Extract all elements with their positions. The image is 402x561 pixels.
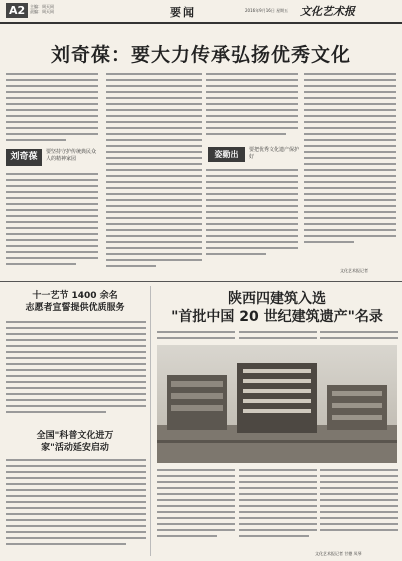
lead-credit: 文化艺术报记者 (340, 268, 368, 273)
text-lines-graphic (6, 320, 146, 424)
lead-body-col2 (106, 72, 202, 272)
main-body-intro-3 (320, 330, 398, 344)
issue-date: 2016年9月16日 星期五 (245, 8, 289, 13)
left-headline-line2: 志愿者宣誓提供优质服务 (25, 303, 125, 313)
left-headline-line1: 十一艺节 1400 余名 (32, 291, 118, 301)
main-headline-line1: 陕西四建筑入选 (228, 291, 326, 307)
lead-badge2-quote: 要把优秀文化遗产保护好 (249, 147, 300, 160)
text-lines-graphic (239, 468, 317, 546)
section-title: 要闻 (170, 6, 196, 19)
main-body-col3 (320, 468, 398, 546)
newspaper-brand: 文化艺术报 (300, 5, 355, 18)
lead-badge-quote: 要坚持守护传统典民众人的精神家园 (46, 149, 97, 162)
column-rule (150, 286, 151, 556)
text-lines-graphic (157, 468, 235, 546)
main-body-intro-2 (239, 330, 317, 344)
main-body-col2 (239, 468, 317, 546)
left2-headline-line2: 家"活动延安启动 (41, 443, 109, 453)
text-lines-graphic (206, 72, 298, 142)
text-lines-graphic (157, 330, 235, 344)
text-lines-graphic (304, 72, 396, 262)
left2-headline-line1: 全国"科普文化进万 (36, 431, 114, 441)
lead-body-col3b (206, 168, 298, 272)
text-lines-graphic (106, 72, 202, 272)
left-article-headline (4, 290, 146, 314)
text-lines-graphic (206, 168, 298, 272)
text-lines-graphic (6, 458, 146, 556)
building-photo-graphic (157, 345, 397, 463)
page-header (0, 0, 402, 24)
text-lines-graphic (320, 330, 398, 344)
left-article-body (6, 320, 146, 424)
page-number-badge: A2 (6, 3, 28, 18)
editor-line-1: 主编：周天同 (30, 4, 54, 9)
lead-badge-speaker: 刘奇葆 (6, 149, 42, 166)
text-lines-graphic (6, 72, 98, 144)
main-body-col1 (157, 468, 235, 546)
left-article2-headline (4, 430, 146, 454)
text-lines-graphic (6, 172, 98, 272)
main-article-headline (157, 290, 397, 326)
lead-body-col1 (6, 72, 98, 144)
section-divider (0, 281, 402, 282)
lead-body-col1b (6, 172, 98, 272)
left-article2-body (6, 458, 146, 556)
building-photo (157, 345, 397, 463)
lead-body-col3 (206, 72, 298, 142)
editor-line-2: 责编：周天同 (30, 9, 54, 14)
lead-body-col4 (304, 72, 396, 262)
main-headline-line2: "首批中国 20 世纪建筑遗产"名录 (171, 309, 383, 325)
main-body-intro-1 (157, 330, 235, 344)
editor-meta (30, 4, 54, 14)
lead-headline: 刘奇葆：要大力传承弘扬优秀文化 (50, 44, 351, 66)
text-lines-graphic (239, 330, 317, 344)
photo-credit: 文化艺术报记者 甘德 凤琴 (315, 551, 362, 556)
text-lines-graphic (320, 468, 398, 546)
lead-badge2-speaker: 姿勤出 (208, 147, 245, 162)
